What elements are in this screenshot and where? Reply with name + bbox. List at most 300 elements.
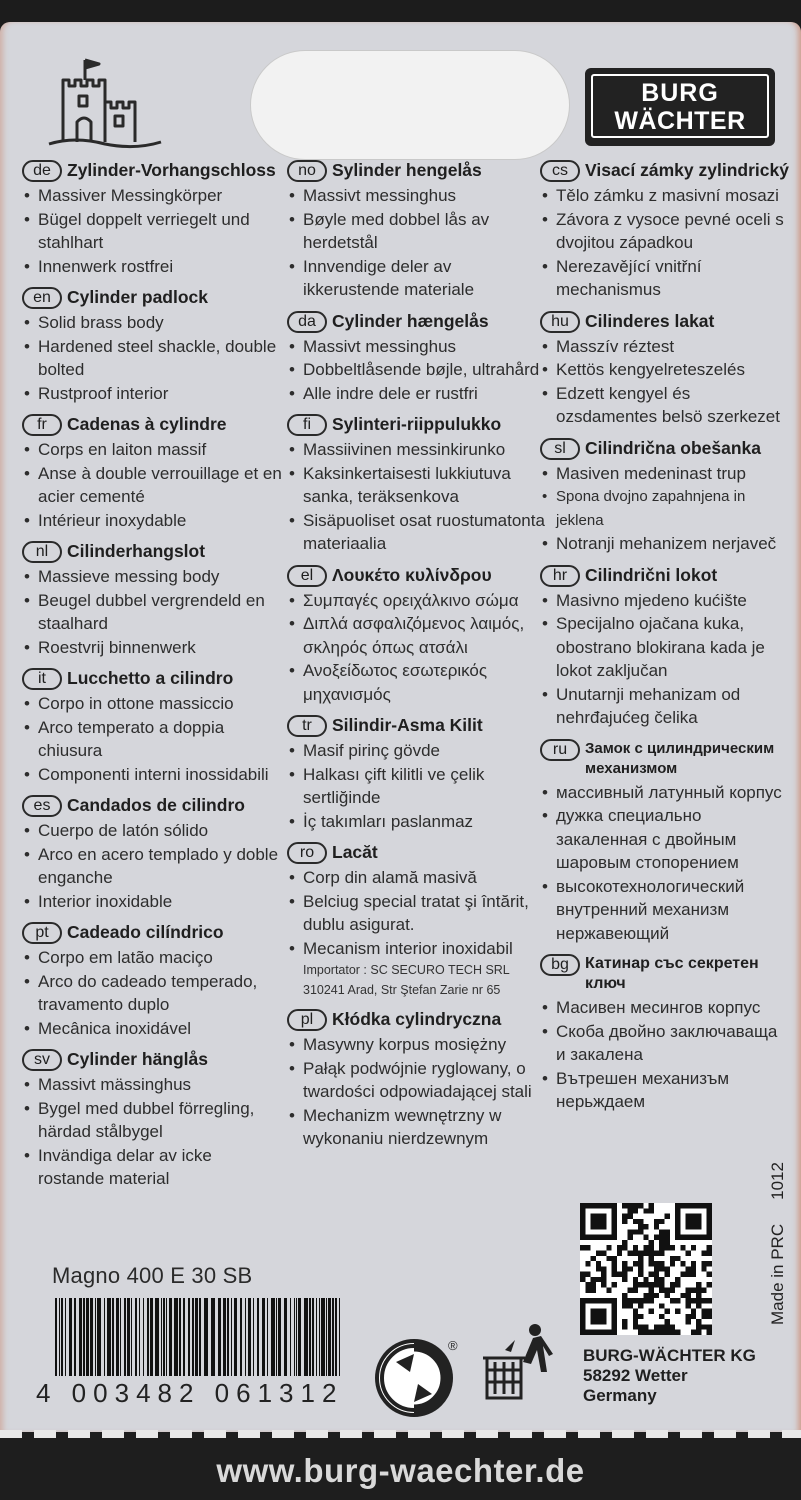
qr-module bbox=[707, 1251, 712, 1256]
barcode-bar bbox=[332, 1298, 334, 1376]
qr-module bbox=[691, 1245, 696, 1250]
qr-module bbox=[654, 1282, 659, 1287]
qr-module bbox=[596, 1219, 601, 1224]
lang-block-sl bbox=[540, 438, 790, 556]
qr-module bbox=[686, 1272, 691, 1277]
qr-module bbox=[649, 1293, 654, 1298]
qr-module bbox=[628, 1214, 633, 1219]
lang-block-pt bbox=[22, 922, 282, 1040]
qr-module bbox=[696, 1224, 701, 1229]
qr-module bbox=[638, 1256, 643, 1261]
qr-module bbox=[701, 1203, 706, 1208]
qr-module bbox=[601, 1282, 606, 1287]
hang-hole bbox=[250, 50, 570, 160]
lang-title: Sylinteri-riippulukko bbox=[332, 414, 502, 434]
lang-code: ru bbox=[540, 739, 580, 761]
lang-title: Cadenas à cylindre bbox=[67, 414, 227, 434]
barcode-bar bbox=[163, 1298, 165, 1376]
qr-module bbox=[633, 1309, 638, 1314]
qr-module bbox=[622, 1293, 627, 1298]
feature-item: • Tělo zámku z masivní mosazi bbox=[540, 184, 790, 208]
lang-block-tr bbox=[287, 715, 549, 833]
qr-module bbox=[591, 1309, 596, 1314]
feature-item: • Arco en acero templado y doble enganche bbox=[22, 843, 282, 890]
qr-module bbox=[691, 1235, 696, 1240]
lang-code: ro bbox=[287, 842, 327, 864]
qr-module bbox=[612, 1324, 617, 1329]
qr-module bbox=[638, 1330, 643, 1335]
qr-module bbox=[601, 1219, 606, 1224]
barcode-bar bbox=[74, 1298, 76, 1376]
qr-module bbox=[580, 1203, 585, 1208]
feature-item: • Masif pirinç gövde bbox=[287, 739, 549, 763]
qr-module bbox=[591, 1219, 596, 1224]
feature-item: • Rustproof interior bbox=[22, 382, 282, 406]
qr-module bbox=[686, 1251, 691, 1256]
feature-item: • Massiver Messingkörper bbox=[22, 184, 282, 208]
feature-item: • Innenwerk rostfrei bbox=[22, 255, 282, 279]
qr-module bbox=[601, 1272, 606, 1277]
qr-module bbox=[670, 1261, 675, 1266]
lang-code: sl bbox=[540, 438, 580, 460]
qr-module bbox=[628, 1287, 633, 1292]
qr-module bbox=[664, 1235, 669, 1240]
qr-module bbox=[696, 1282, 701, 1287]
model-number: Magno 400 E 30 SB bbox=[52, 1263, 253, 1288]
barcode-bar bbox=[319, 1298, 320, 1376]
qr-module bbox=[643, 1208, 648, 1213]
feature-item: • Arco temperato a doppia chiusura bbox=[22, 716, 282, 763]
recycle-icon bbox=[374, 1338, 454, 1418]
lang-code: de bbox=[22, 160, 62, 182]
barcode-bar bbox=[335, 1298, 337, 1376]
barcode-bar bbox=[204, 1298, 208, 1376]
qr-module bbox=[601, 1235, 606, 1240]
lang-block-hr bbox=[540, 565, 790, 730]
qr-module bbox=[638, 1324, 643, 1329]
qr-module bbox=[670, 1256, 675, 1261]
feature-item: • Notranji mehanizem nerjaveč bbox=[540, 532, 790, 556]
barcode-bar bbox=[298, 1298, 301, 1376]
qr-module bbox=[691, 1330, 696, 1335]
feature-item: • Masywny korpus mosiężny bbox=[287, 1033, 549, 1057]
feature-item: • дужка специально закаленная с двойным шаровым стопорением bbox=[540, 804, 790, 875]
qr-module bbox=[612, 1319, 617, 1324]
lang-title: Lacăt bbox=[332, 842, 378, 862]
qr-module bbox=[696, 1235, 701, 1240]
qr-module bbox=[591, 1214, 596, 1219]
qr-module bbox=[612, 1266, 617, 1271]
qr-module bbox=[701, 1324, 706, 1329]
qr-module bbox=[659, 1324, 664, 1329]
barcode-bar bbox=[112, 1298, 114, 1376]
qr-module bbox=[649, 1309, 654, 1314]
barcode-bar bbox=[147, 1298, 149, 1376]
barcode-bar bbox=[262, 1298, 265, 1376]
qr-module bbox=[691, 1219, 696, 1224]
qr-module bbox=[617, 1245, 622, 1250]
barcode-bar bbox=[326, 1298, 327, 1376]
qr-module bbox=[686, 1298, 691, 1303]
qr-module bbox=[643, 1251, 648, 1256]
qr-module bbox=[612, 1219, 617, 1224]
barcode-bar bbox=[294, 1298, 295, 1376]
qr-module bbox=[659, 1235, 664, 1240]
feature-item: • Mecanism interior inoxidabil bbox=[287, 937, 549, 961]
lang-code: es bbox=[22, 795, 62, 817]
qr-module bbox=[596, 1266, 601, 1271]
lang-code: no bbox=[287, 160, 327, 182]
qr-module bbox=[649, 1330, 654, 1335]
feature-item: • Corpo em latão maciço bbox=[22, 946, 282, 970]
lang-block-ro bbox=[287, 842, 549, 1000]
qr-module bbox=[675, 1277, 680, 1282]
qr-module bbox=[675, 1330, 680, 1335]
lang-title: Silindir-Asma Kilit bbox=[332, 715, 483, 735]
qr-module bbox=[707, 1261, 712, 1266]
qr-module bbox=[696, 1330, 701, 1335]
lang-block-pl bbox=[287, 1009, 549, 1151]
feature-item: • Cuerpo de latón sólido bbox=[22, 819, 282, 843]
qr-module bbox=[622, 1240, 627, 1245]
barcode-bar bbox=[188, 1298, 190, 1376]
lang-code: bg bbox=[540, 954, 580, 976]
qr-module bbox=[643, 1330, 648, 1335]
feature-item: • Masivno mjedeno kućište bbox=[540, 589, 790, 613]
lang-title: Cylinder padlock bbox=[67, 287, 209, 307]
qr-module bbox=[649, 1261, 654, 1266]
qr-module bbox=[691, 1298, 696, 1303]
qr-module bbox=[701, 1266, 706, 1271]
barcode-bar bbox=[55, 1298, 57, 1376]
qr-module bbox=[580, 1245, 585, 1250]
language-column-3 bbox=[540, 160, 790, 1123]
barcode-bar bbox=[245, 1298, 246, 1376]
barcode-bar bbox=[104, 1298, 105, 1376]
qr-module bbox=[622, 1298, 627, 1303]
barcode-bar bbox=[127, 1298, 130, 1376]
qr-module bbox=[622, 1272, 627, 1277]
feature-item: • Kettös kengyelreteszelés bbox=[540, 358, 790, 382]
feature-item: • Spona dvojno zapahnjena in jeklena bbox=[540, 485, 790, 532]
qr-module bbox=[585, 1272, 590, 1277]
qr-module bbox=[622, 1277, 627, 1282]
lang-block-fr bbox=[22, 414, 282, 532]
qr-module bbox=[633, 1287, 638, 1292]
qr-module bbox=[670, 1287, 675, 1292]
qr-module bbox=[591, 1235, 596, 1240]
barcode-bar bbox=[150, 1298, 153, 1376]
barcode-bar bbox=[192, 1298, 194, 1376]
qr-module bbox=[686, 1303, 691, 1308]
qr-module bbox=[654, 1219, 659, 1224]
qr-module bbox=[622, 1219, 627, 1224]
qr-module bbox=[643, 1282, 648, 1287]
feature-item: • Corp din alamă masivă bbox=[287, 866, 549, 890]
feature-item: • Intérieur inoxydable bbox=[22, 509, 282, 533]
brand-line2: WÄCHTER bbox=[614, 107, 746, 135]
qr-module bbox=[622, 1303, 627, 1308]
qr-module bbox=[643, 1293, 648, 1298]
qr-module bbox=[596, 1314, 601, 1319]
qr-module bbox=[654, 1251, 659, 1256]
qr-module bbox=[707, 1214, 712, 1219]
qr-module bbox=[628, 1251, 633, 1256]
qr-module bbox=[633, 1277, 638, 1282]
feature-item: • Roestvrij binnenwerk bbox=[22, 636, 282, 660]
qr-module bbox=[580, 1224, 585, 1229]
feature-item: • Скоба двойно заключаваща и закалена bbox=[540, 1020, 790, 1067]
qr-module bbox=[707, 1208, 712, 1213]
qr-module bbox=[612, 1272, 617, 1277]
barcode-bar bbox=[135, 1298, 137, 1376]
barcode-bar bbox=[86, 1298, 89, 1376]
qr-module bbox=[659, 1251, 664, 1256]
feature-item: • Halkası çift kilitli ve çelik sertliğinde bbox=[287, 763, 549, 810]
qr-module bbox=[596, 1309, 601, 1314]
barcode-bar bbox=[231, 1298, 232, 1376]
qr-module bbox=[633, 1219, 638, 1224]
qr-module bbox=[601, 1319, 606, 1324]
qr-module bbox=[580, 1272, 585, 1277]
qr-module bbox=[680, 1272, 685, 1277]
qr-module bbox=[596, 1214, 601, 1219]
feature-item: • Corps en laiton massif bbox=[22, 438, 282, 462]
qr-module bbox=[580, 1324, 585, 1329]
lang-block-es bbox=[22, 795, 282, 913]
feature-item: • Massiivinen messinkirunko bbox=[287, 438, 549, 462]
qr-module bbox=[633, 1314, 638, 1319]
qr-module bbox=[696, 1319, 701, 1324]
qr-module bbox=[664, 1214, 669, 1219]
qr-module bbox=[643, 1235, 648, 1240]
feature-item: • Hardened steel shackle, double bolted bbox=[22, 335, 282, 382]
qr-module bbox=[649, 1240, 654, 1245]
qr-module bbox=[696, 1214, 701, 1219]
qr-module bbox=[580, 1208, 585, 1213]
barcode-bar bbox=[316, 1298, 317, 1376]
qr-module bbox=[585, 1287, 590, 1292]
qr-module bbox=[654, 1330, 659, 1335]
qr-module bbox=[591, 1277, 596, 1282]
qr-module bbox=[628, 1266, 633, 1271]
importer-note: Importator : SC SECURO TECH SRL bbox=[303, 963, 510, 977]
barcode-bar bbox=[139, 1298, 140, 1376]
company-address bbox=[583, 1346, 756, 1406]
barcode-bar bbox=[257, 1298, 259, 1376]
lang-code: el bbox=[287, 565, 327, 587]
barcode-bar bbox=[290, 1298, 291, 1376]
feature-item: • высокотехнологический внутренний механизм нержавеющий bbox=[540, 875, 790, 946]
qr-module bbox=[701, 1309, 706, 1314]
qr-module bbox=[596, 1235, 601, 1240]
qr-module bbox=[638, 1282, 643, 1287]
barcode bbox=[55, 1298, 345, 1376]
castle-icon bbox=[45, 52, 165, 152]
qr-module bbox=[675, 1203, 680, 1208]
qr-module bbox=[696, 1298, 701, 1303]
qr-module bbox=[628, 1303, 633, 1308]
qr-module bbox=[691, 1224, 696, 1229]
lang-title: Candados de cilindro bbox=[67, 795, 245, 815]
qr-module bbox=[638, 1266, 643, 1271]
lang-title: Cilinderhangslot bbox=[67, 541, 206, 561]
qr-module bbox=[601, 1214, 606, 1219]
barcode-bar bbox=[97, 1298, 101, 1376]
feature-item: • Bøyle med dobbel lås av herdetstål bbox=[287, 208, 549, 255]
qr-module bbox=[707, 1298, 712, 1303]
feature-item: • Invändiga delar av icke rostande material bbox=[22, 1144, 282, 1191]
lang-block-en bbox=[22, 287, 282, 405]
lang-code: it bbox=[22, 668, 62, 690]
qr-module bbox=[701, 1235, 706, 1240]
lang-code: da bbox=[287, 311, 327, 333]
feature-item: • İç takımları paslanmaz bbox=[287, 810, 549, 834]
qr-module bbox=[707, 1229, 712, 1234]
qr-module bbox=[591, 1224, 596, 1229]
qr-module bbox=[585, 1203, 590, 1208]
qr-module bbox=[617, 1251, 622, 1256]
company-city: 58292 Wetter bbox=[583, 1366, 688, 1385]
qr-module bbox=[707, 1330, 712, 1335]
qr-module bbox=[696, 1219, 701, 1224]
qr-module bbox=[701, 1251, 706, 1256]
lang-block-fi bbox=[287, 414, 549, 556]
lang-title: Kłódka cylindryczna bbox=[332, 1009, 502, 1029]
barcode-bar bbox=[155, 1298, 159, 1376]
feature-item: • Масивен месингов корпус bbox=[540, 996, 790, 1020]
qr-module bbox=[659, 1330, 664, 1335]
qr-module bbox=[691, 1214, 696, 1219]
qr-module bbox=[596, 1224, 601, 1229]
feature-item: • Masiven medeninast trup bbox=[540, 462, 790, 486]
qr-module bbox=[585, 1282, 590, 1287]
qr-module bbox=[596, 1298, 601, 1303]
qr-module bbox=[628, 1203, 633, 1208]
qr-module bbox=[691, 1314, 696, 1319]
qr-module bbox=[596, 1319, 601, 1324]
feature-item: • Mechanizm wewnętrzny w wykonaniu nierdzewnym bbox=[287, 1104, 549, 1151]
barcode-bar bbox=[321, 1298, 325, 1376]
qr-module bbox=[680, 1203, 685, 1208]
lang-title: Cilinderes lakat bbox=[585, 310, 715, 331]
qr-module bbox=[601, 1298, 606, 1303]
barcode-bar bbox=[61, 1298, 63, 1376]
feature-item: • Corpo in ottone massiccio bbox=[22, 692, 282, 716]
qr-module bbox=[633, 1203, 638, 1208]
barcode-bar bbox=[271, 1298, 275, 1376]
qr-module bbox=[696, 1203, 701, 1208]
lang-block-el bbox=[287, 565, 549, 707]
qr-module bbox=[580, 1314, 585, 1319]
lang-code: pl bbox=[287, 1009, 327, 1031]
feature-item: • Nerezavějící vnitřní mechanismus bbox=[540, 255, 790, 302]
barcode-bar bbox=[312, 1298, 314, 1376]
qr-module bbox=[591, 1287, 596, 1292]
qr-module bbox=[675, 1219, 680, 1224]
feature-item: • Anse à double verrouillage et en acier cementé bbox=[22, 462, 282, 509]
qr-module bbox=[649, 1245, 654, 1250]
lang-title: Cilindrična obešanka bbox=[585, 437, 762, 458]
barcode-bar bbox=[120, 1298, 121, 1376]
qr-module bbox=[686, 1319, 691, 1324]
feature-item: • Massivt mässinghus bbox=[22, 1073, 282, 1097]
qr-module bbox=[659, 1266, 664, 1271]
qr-module bbox=[628, 1208, 633, 1213]
barcode-bar bbox=[248, 1298, 251, 1376]
lang-block-sv bbox=[22, 1049, 282, 1191]
qr-module bbox=[659, 1282, 664, 1287]
qr-module bbox=[591, 1298, 596, 1303]
barcode-bar bbox=[278, 1298, 281, 1376]
qr-module bbox=[701, 1261, 706, 1266]
qr-module bbox=[659, 1245, 664, 1250]
barcode-bar bbox=[169, 1298, 172, 1376]
feature-item: • Вътрешен механизъм нерьждаем bbox=[540, 1067, 790, 1114]
qr-module bbox=[612, 1309, 617, 1314]
qr-module bbox=[601, 1309, 606, 1314]
qr-module bbox=[649, 1256, 654, 1261]
qr-module bbox=[601, 1251, 606, 1256]
qr-module bbox=[606, 1287, 611, 1292]
lang-title: Cilindrični lokot bbox=[585, 564, 718, 585]
brand-logo bbox=[585, 68, 775, 146]
qr-module bbox=[680, 1235, 685, 1240]
qr-module bbox=[654, 1266, 659, 1271]
lang-code: fr bbox=[22, 414, 62, 436]
qr-module bbox=[585, 1261, 590, 1266]
barcode-bar bbox=[234, 1298, 237, 1376]
barcode-bar bbox=[174, 1298, 178, 1376]
lang-block-bg bbox=[540, 954, 790, 1114]
qr-module bbox=[675, 1214, 680, 1219]
qr-module bbox=[659, 1277, 664, 1282]
qr-module bbox=[580, 1277, 585, 1282]
qr-module bbox=[707, 1282, 712, 1287]
qr-module bbox=[686, 1214, 691, 1219]
barcode-bar bbox=[183, 1298, 185, 1376]
feature-item: • Unutarnji mehanizam od nehrđajućeg čelika bbox=[540, 683, 790, 730]
qr-module bbox=[707, 1203, 712, 1208]
qr-module bbox=[596, 1261, 601, 1266]
qr-module bbox=[664, 1272, 669, 1277]
qr-module bbox=[606, 1203, 611, 1208]
lang-code: sv bbox=[22, 1049, 62, 1071]
lang-block-it bbox=[22, 668, 282, 786]
qr-module bbox=[580, 1303, 585, 1308]
qr-module bbox=[612, 1235, 617, 1240]
qr-module bbox=[580, 1309, 585, 1314]
made-in-text: Made in PRC bbox=[768, 1223, 787, 1325]
lang-block-da bbox=[287, 311, 549, 406]
qr-module bbox=[633, 1282, 638, 1287]
feature-item: • Sisäpuoliset osat ruostumatonta materiaalia bbox=[287, 509, 549, 556]
qr-module bbox=[591, 1256, 596, 1261]
registered-mark: ® bbox=[448, 1338, 458, 1353]
feature-item: • Componenti interni inossidabili bbox=[22, 763, 282, 787]
feature-item: • Specijalno ojačana kuka, obostrano blokirana kada je lokot zaključan bbox=[540, 612, 790, 683]
importer-address: 310241 Arad, Str Ştefan Zarie nr 65 bbox=[303, 983, 501, 997]
qr-module bbox=[591, 1330, 596, 1335]
qr-module bbox=[707, 1272, 712, 1277]
qr-module bbox=[617, 1272, 622, 1277]
qr-module bbox=[670, 1245, 675, 1250]
lang-code: fi bbox=[287, 414, 327, 436]
qr-module bbox=[680, 1245, 685, 1250]
qr-module bbox=[633, 1208, 638, 1213]
qr-module bbox=[707, 1245, 712, 1250]
barcode-bar bbox=[223, 1298, 226, 1376]
